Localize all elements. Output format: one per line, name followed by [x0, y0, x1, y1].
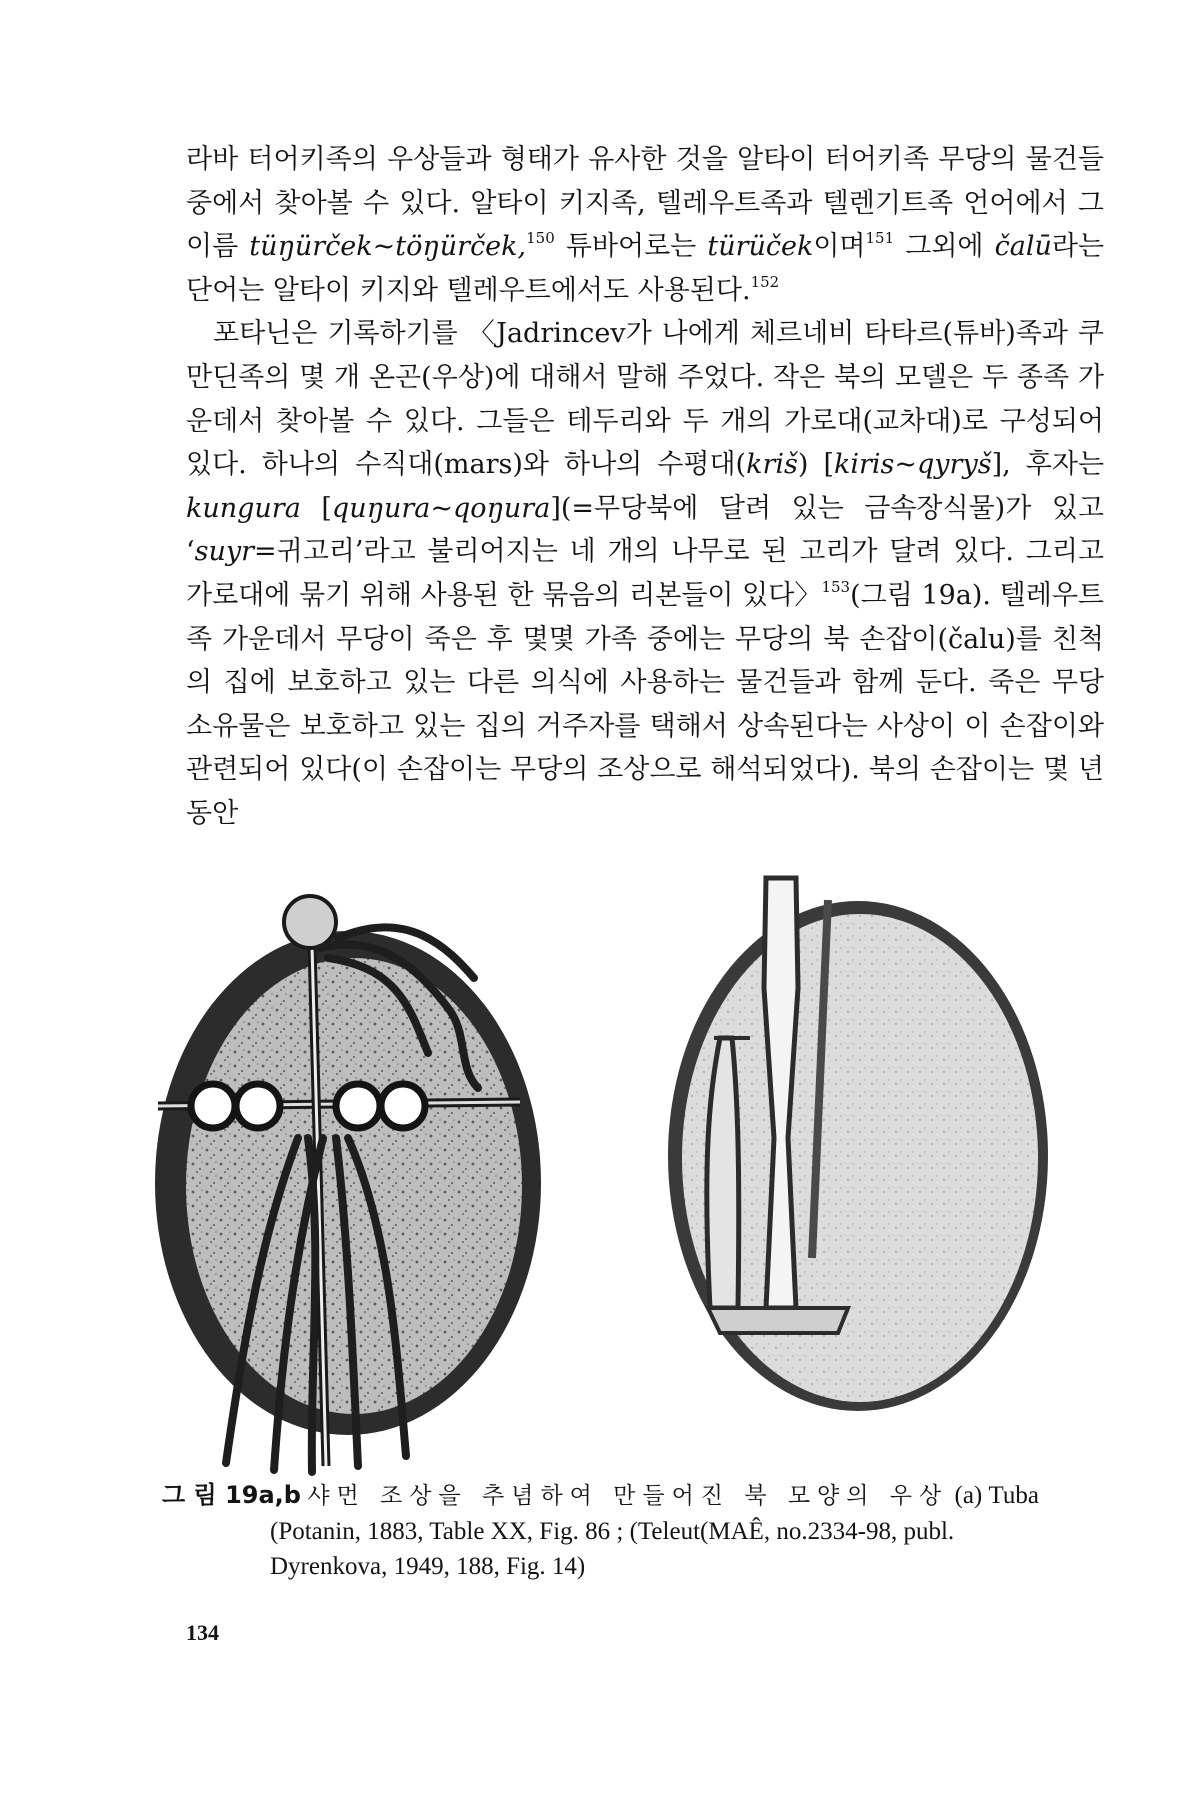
text-run: 포타닌은 기록하기를 〈Jadrincev가 나에게 체르네비 타타르(튜바)족과 쿠만딘족의 몇 개 온곤(우상)에 대해서 말해 주었다. 작은 북의 모델은 두 종족 가운데서 찾아볼 수 있다. 그들은 테두리와 두 개의 가로대(교차대)로 구성되어 있다. 하나의 수직대(mars)와 하나의 수평대( — [186, 318, 1104, 481]
caption-source: Dyrenkova, 1949, 188, Fig. 14) — [270, 1553, 586, 1580]
footnote-ref: 152 — [750, 272, 780, 291]
caption-title: 샤먼 조상을 추념하여 만들어진 북 모양의 우상 — [307, 1483, 949, 1509]
text-run: tüŋürček~töŋürček, — [249, 231, 527, 263]
text-run: ) [ — [797, 449, 834, 481]
text-run: kiris~qyryš — [833, 449, 992, 481]
text-run: 라는 단어는 알타이 키지와 텔레우트에서도 사용된다. — [186, 231, 1105, 306]
text-run: =귀고리’라고 불리어지는 네 개의 나무로 된 고리가 달려 있다. 그리고 가로대에 묶기 위해 사용된 한 묶음의 리본들이 있다〉 — [186, 536, 1104, 611]
body-text — [186, 138, 1104, 836]
text-run: [ — [300, 492, 332, 524]
text-run: kungura — [186, 492, 301, 524]
text-run: čalū — [994, 231, 1052, 263]
text-run: 그외에 — [894, 231, 995, 263]
caption-detail: (a) Tuba — [954, 1482, 1039, 1509]
caption-label: 그 림 19a,b — [162, 1481, 301, 1509]
figure-b-drum-handle — [668, 878, 1048, 1411]
figure-drum-idols — [148, 838, 1098, 1478]
text-run: suyr — [194, 536, 254, 568]
text-run: (그림 19a). 텔레우트족 가운데서 무당이 죽은 후 몇몇 가족 중에는 무당의 북 손잡이(čalu)를 친척의 집에 보호하고 있는 다른 의식에 사용하는 물건들과 함께 둔다. 죽은 무당 소유물은 보호하고 있는 집의 거주자를 택해서 상속된다는 사상이 이 손잡이와 관련되어 있다(이 손잡이는 무당의 조상으로 해석되었다). 북의 손잡이는 몇 년 동안 — [186, 579, 1104, 829]
text-run: 라바 터어키족의 우상들과 형태가 유사한 것을 알타이 터어키족 무당의 물건들 중에서 찾아볼 수 있다. 알타이 키지족, 텔레우트족과 텔렌기트족 언어에서 그 이름 — [186, 144, 1104, 263]
text-run: 튜바어로는 — [554, 231, 708, 263]
figure-a-drum-idol — [155, 896, 541, 1472]
caption-source: (Potanin, 1883, Table XX, Fig. 86 ; (Teleut(MAÊ, no.2334-98, publ. — [270, 1518, 955, 1545]
footnote-ref: 151 — [865, 229, 895, 248]
paragraph — [186, 312, 1104, 835]
text-run: quŋura~qoŋura — [331, 492, 551, 524]
text-run: ], 후자는 — [991, 449, 1104, 481]
figure-caption — [162, 1478, 1108, 1584]
footnote-ref: 150 — [526, 229, 555, 248]
footnote-ref: 153 — [821, 577, 851, 596]
text-run: ](=무당북에 달려 있는 금속장식물)가 있고 ‘ — [186, 492, 1104, 568]
text-run: 이며 — [813, 231, 866, 263]
paragraph — [186, 138, 1104, 312]
text-run: kriš — [746, 449, 798, 481]
text-run: türüček — [707, 231, 814, 263]
page-number: 134 — [186, 1620, 219, 1645]
